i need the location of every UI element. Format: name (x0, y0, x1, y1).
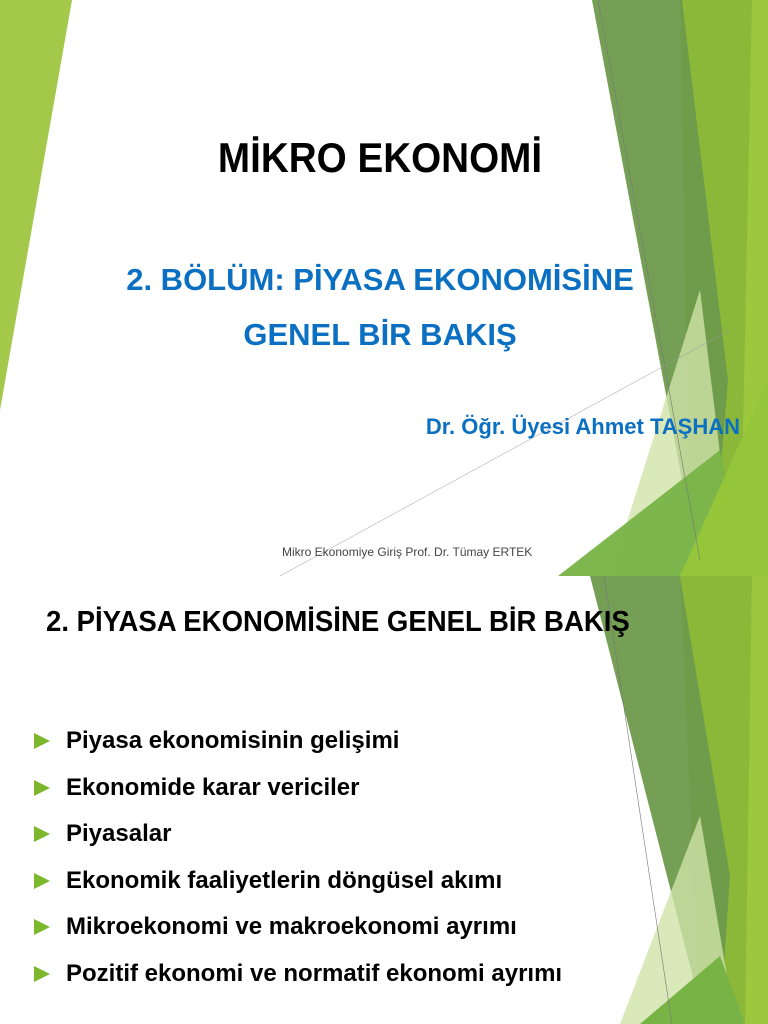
chapter-subtitle (80, 252, 680, 362)
list-item (30, 718, 562, 765)
bullet-text: Mikroekonomi ve makroekonomi ayrımı (66, 913, 517, 941)
bullet-arrow-icon (34, 780, 50, 796)
subtitle-line-1: 2. BÖLÜM: PİYASA EKONOMİSİNE (126, 262, 634, 297)
presentation-title: MİKRO EKONOMİ (217, 134, 543, 181)
list-item (30, 765, 562, 812)
bullet-arrow-icon (34, 919, 50, 935)
bullet-arrow-icon (34, 873, 50, 889)
bullet-arrow-icon (34, 826, 50, 842)
list-item (30, 904, 562, 951)
slide-title: 2. PİYASA EKONOMİSİNE GENEL BİR BAKIŞ (46, 606, 630, 638)
subtitle-line-2: GENEL BİR BAKIŞ (243, 317, 517, 352)
bullet-text: Ekonomik faaliyetlerin döngüsel akımı (66, 866, 503, 894)
bullet-arrow-icon (34, 966, 50, 982)
bullet-arrow-icon (34, 733, 50, 749)
list-item (30, 951, 562, 998)
author-name: Dr. Öğr. Üyesi Ahmet TAŞHAN (425, 414, 740, 439)
bullet-text: Piyasa ekonomisinin gelişimi (66, 727, 400, 755)
bullet-text: Piyasalar (66, 820, 172, 848)
topic-list (30, 718, 562, 997)
bullet-text: Pozitif ekonomi ve normatif ekonomi ayrımı (66, 959, 563, 987)
list-item (30, 811, 562, 858)
slide-footer: Mikro Ekonomiye Giriş Prof. Dr. Tümay ERTEK (282, 545, 533, 559)
list-item (30, 858, 562, 905)
bullet-text: Ekonomide karar vericiler (66, 773, 360, 801)
